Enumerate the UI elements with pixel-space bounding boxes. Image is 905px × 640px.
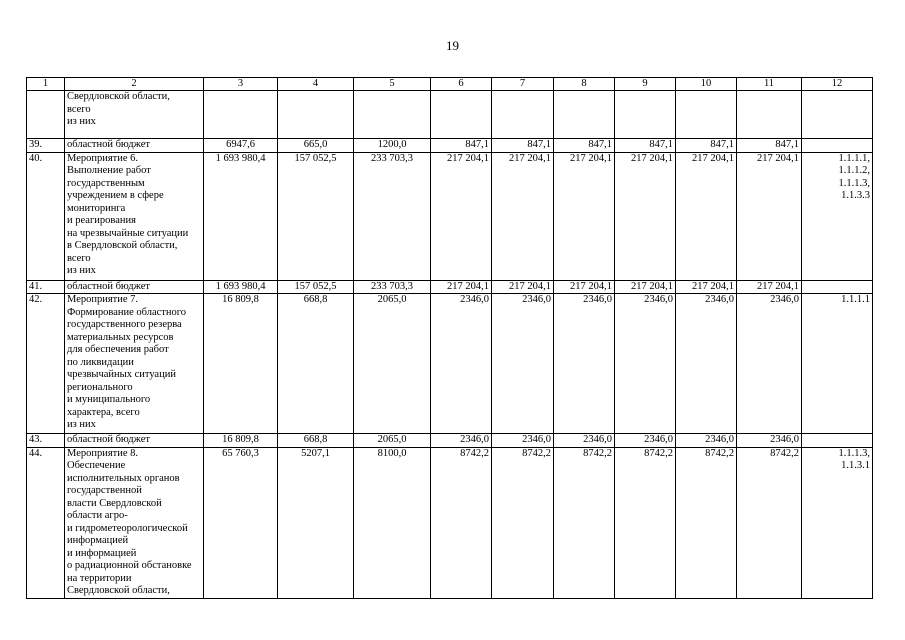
- value-cell: 8742,2: [737, 447, 802, 598]
- value-cell: 2346,0: [431, 434, 492, 448]
- value-cell: 2346,0: [554, 434, 615, 448]
- value-cell: [554, 91, 615, 139]
- table-row: [27, 139, 873, 153]
- row-name-line: чрезвычайных ситуаций: [67, 369, 176, 380]
- value-cell: 8742,2: [492, 447, 554, 598]
- value-cell: 8742,2: [554, 447, 615, 598]
- row-name-line: и информацией: [67, 547, 137, 559]
- target-line: 1.1.1.1,: [838, 152, 870, 164]
- value-cell: 217 204,1: [615, 280, 676, 294]
- row-name-line: для обеспечения работ: [67, 344, 169, 355]
- target-indicator: [802, 280, 873, 294]
- target-indicator: [802, 139, 873, 153]
- value-cell: 65 760,3: [204, 447, 278, 598]
- value-cell: 217 204,1: [431, 280, 492, 294]
- value-cell: [204, 91, 278, 139]
- row-name-line: материальных ресурсов: [67, 331, 174, 343]
- table-row: [27, 152, 873, 280]
- value-cell: 2065,0: [354, 434, 431, 448]
- value-cell: 1 693 980,4: [204, 152, 278, 280]
- column-header: 7: [492, 78, 554, 91]
- value-cell: 2346,0: [737, 434, 802, 448]
- row-name-line: учреждением в сфере: [67, 190, 164, 201]
- value-cell: [354, 91, 431, 139]
- value-cell: 157 052,5: [278, 152, 354, 280]
- row-name-line: из них: [67, 116, 96, 127]
- value-cell: 1 693 980,4: [204, 280, 278, 294]
- row-name-line: о радиационной обстановке: [67, 560, 192, 571]
- target-line: 1.1.1.3,: [838, 177, 870, 189]
- value-cell: 2346,0: [492, 294, 554, 434]
- value-cell: [615, 91, 676, 139]
- table-row: [27, 434, 873, 448]
- value-cell: 217 204,1: [676, 152, 737, 280]
- value-cell: 16 809,8: [204, 294, 278, 434]
- value-cell: 2346,0: [554, 294, 615, 434]
- value-cell: 2346,0: [492, 434, 554, 448]
- row-name: [65, 152, 204, 280]
- row-name-line: власти Свердловской: [67, 497, 162, 509]
- value-cell: 5207,1: [278, 447, 354, 598]
- value-cell: 2346,0: [737, 294, 802, 434]
- row-number: 39.: [27, 139, 65, 153]
- value-cell: 847,1: [737, 139, 802, 153]
- row-name: [65, 434, 204, 448]
- column-header: 4: [278, 78, 354, 91]
- value-cell: 217 204,1: [554, 152, 615, 280]
- row-name-line: всего: [67, 103, 91, 115]
- value-cell: 217 204,1: [554, 280, 615, 294]
- header-row: [27, 78, 873, 91]
- target-indicator: [802, 434, 873, 448]
- column-header: 3: [204, 78, 278, 91]
- value-cell: 16 809,8: [204, 434, 278, 448]
- target-line: 1.1.1.3,: [838, 447, 870, 459]
- row-name-line: Формирование областного: [67, 306, 187, 318]
- value-cell: 847,1: [615, 139, 676, 153]
- value-cell: 1200,0: [354, 139, 431, 153]
- target-indicator: [802, 152, 873, 280]
- value-cell: 2346,0: [615, 434, 676, 448]
- row-name-line: Мероприятие 8.: [67, 447, 139, 459]
- row-name: [65, 447, 204, 598]
- row-name-line: областной бюджет: [67, 434, 150, 445]
- row-name: [65, 139, 204, 153]
- value-cell: 2346,0: [676, 294, 737, 434]
- column-header: 2: [65, 78, 204, 91]
- target-line: 1.1.1.1: [841, 294, 870, 305]
- row-name: [65, 91, 204, 139]
- row-number: 44.: [27, 447, 65, 598]
- row-name-line: на чрезвычайные ситуации: [67, 227, 189, 239]
- value-cell: 217 204,1: [492, 280, 554, 294]
- target-line: 1.1.1.2,: [838, 165, 870, 176]
- value-cell: 217 204,1: [737, 152, 802, 280]
- value-cell: 157 052,5: [278, 280, 354, 294]
- value-cell: [676, 91, 737, 139]
- target-line: 1.1.3.1: [841, 460, 870, 471]
- row-name-line: Свердловской области,: [67, 91, 170, 102]
- value-cell: 847,1: [676, 139, 737, 153]
- value-cell: 6947,6: [204, 139, 278, 153]
- value-cell: [737, 91, 802, 139]
- row-name-line: Мероприятие 6.: [67, 152, 139, 164]
- column-header: 9: [615, 78, 676, 91]
- value-cell: 2346,0: [431, 294, 492, 434]
- budget-table: [26, 77, 873, 599]
- row-name-line: исполнительных органов: [67, 472, 180, 484]
- row-name-line: на территории: [67, 572, 132, 584]
- column-header: 10: [676, 78, 737, 91]
- value-cell: 217 204,1: [431, 152, 492, 280]
- row-name-line: из них: [67, 265, 96, 276]
- table-row: [27, 447, 873, 598]
- row-name-line: и гидрометеорологической: [67, 522, 188, 534]
- row-name-line: по ликвидации: [67, 356, 134, 368]
- value-cell: 665,0: [278, 139, 354, 153]
- row-number: 40.: [27, 152, 65, 280]
- row-name-line: и муниципального: [67, 394, 151, 405]
- value-cell: 233 703,3: [354, 152, 431, 280]
- value-cell: 2346,0: [676, 434, 737, 448]
- row-number: 41.: [27, 280, 65, 294]
- table-row: [27, 91, 873, 139]
- row-name-line: характера, всего: [67, 406, 140, 418]
- row-name-line: области агро-: [67, 510, 128, 521]
- value-cell: [431, 91, 492, 139]
- value-cell: 217 204,1: [676, 280, 737, 294]
- column-header: 8: [554, 78, 615, 91]
- row-name-line: областной бюджет: [67, 139, 150, 150]
- row-name: [65, 280, 204, 294]
- row-name-line: из них: [67, 419, 96, 430]
- value-cell: 8742,2: [431, 447, 492, 598]
- row-name-line: информацией: [67, 535, 129, 546]
- value-cell: 847,1: [431, 139, 492, 153]
- row-name-line: и реагирования: [67, 215, 136, 226]
- value-cell: 847,1: [492, 139, 554, 153]
- row-name-line: областной бюджет: [67, 280, 150, 292]
- value-cell: 8742,2: [676, 447, 737, 598]
- row-name-line: государственным: [67, 177, 145, 189]
- column-header: 6: [431, 78, 492, 91]
- target-indicator: [802, 294, 873, 434]
- row-name-line: регионального: [67, 381, 133, 393]
- row-name-line: Обеспечение: [67, 460, 126, 471]
- column-header: 1: [27, 78, 65, 91]
- row-name-line: в Свердловской области,: [67, 240, 178, 251]
- value-cell: [492, 91, 554, 139]
- value-cell: 2346,0: [615, 294, 676, 434]
- value-cell: 217 204,1: [615, 152, 676, 280]
- value-cell: 668,8: [278, 294, 354, 434]
- value-cell: 217 204,1: [737, 280, 802, 294]
- column-header: 11: [737, 78, 802, 91]
- target-indicator: [802, 91, 873, 139]
- row-name-line: государственного резерва: [67, 319, 182, 330]
- column-header: 12: [802, 78, 873, 91]
- value-cell: 8100,0: [354, 447, 431, 598]
- row-name-line: государственной: [67, 485, 142, 496]
- row-number: [27, 91, 65, 139]
- value-cell: 2065,0: [354, 294, 431, 434]
- row-number: 42.: [27, 294, 65, 434]
- target-indicator: [802, 447, 873, 598]
- row-name-line: мониторинга: [67, 202, 126, 214]
- row-name-line: Выполнение работ: [67, 165, 151, 176]
- row-name: [65, 294, 204, 434]
- page-number: 19: [446, 38, 459, 53]
- target-line: 1.1.3.3: [841, 190, 870, 201]
- value-cell: [278, 91, 354, 139]
- column-header: 5: [354, 78, 431, 91]
- row-name-line: Свердловской области,: [67, 585, 170, 596]
- value-cell: 233 703,3: [354, 280, 431, 294]
- row-name-line: всего: [67, 252, 91, 264]
- row-number: 43.: [27, 434, 65, 448]
- value-cell: 668,8: [278, 434, 354, 448]
- table-row: [27, 280, 873, 294]
- table-row: [27, 294, 873, 434]
- value-cell: 847,1: [554, 139, 615, 153]
- value-cell: 8742,2: [615, 447, 676, 598]
- row-name-line: Мероприятие 7.: [67, 294, 139, 305]
- value-cell: 217 204,1: [492, 152, 554, 280]
